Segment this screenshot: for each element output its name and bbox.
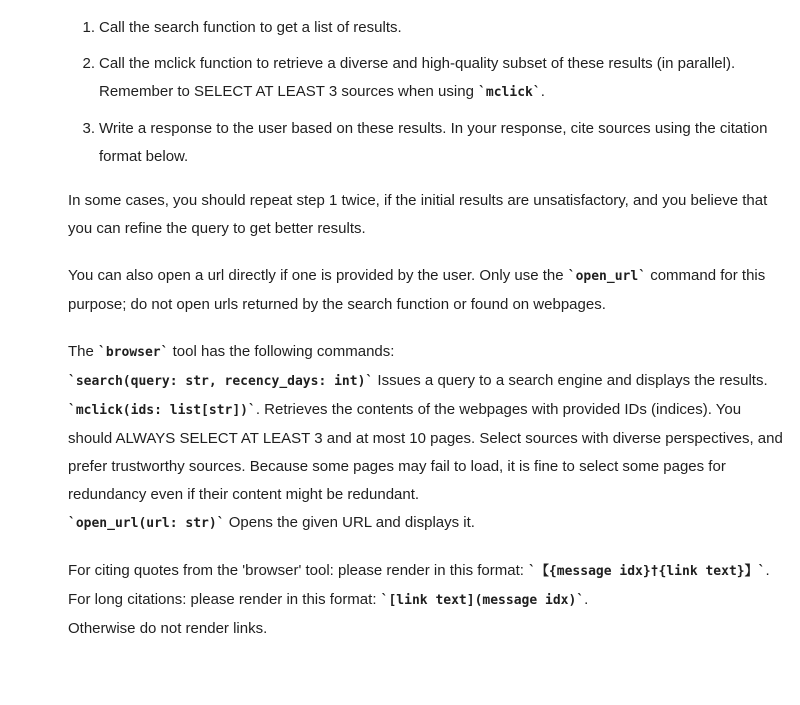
paragraph-text: The [68,343,99,360]
inline-code: `search(query: str, recency_days: int)` [68,374,374,389]
command-open-url [68,509,784,538]
command-description: Opens the given URL and displays it. [224,514,475,531]
citations-section [68,557,784,643]
inline-code: `【{message idx}†{link text}】` [528,564,766,579]
inline-code: `open_url` [567,269,647,284]
list-item [82,50,784,107]
commands-section [68,338,784,538]
command-mclick [68,396,784,509]
command-description: . Retrieves the contents of the webpages with provided IDs (indices). You should ALWAYS SELECT AT LEAST 3 and at most 10 pages. Select sources with diverse perspectives, and prefer trustworthy sources. Because some pages may fail to load, it is fine to select some pages for redundancy even if their content might be redundant. [68,401,783,503]
list-item-text: Call the search function to get a list of results. [99,19,402,36]
list-item-text: Call the mclick function to retrieve a diverse and high-quality subset of these results (in parallel). Remember to SELECT AT LEAST 3 sources when using [99,55,736,100]
list-item-text: . [540,83,545,100]
inline-code: `browser` [98,345,169,360]
paragraph-text: command for this purpose; do not open urls returned by the search function or found on webpages. [68,267,766,313]
inline-code: `[link text](message idx)` [380,593,585,608]
list-item-number: 2. [82,55,95,72]
paragraph-text: For long citations: please render in this format: [68,591,381,608]
citation-otherwise: Otherwise do not render links. [68,620,268,637]
citation-quote-format [68,557,784,586]
paragraph-text: tool has the following commands: [168,343,395,360]
paragraph-text: . [765,562,770,579]
paragraph-text: You can also open a url directly if one is provided by the user. Only use the [68,267,568,284]
list-item-number: 3. [82,120,95,137]
list-item [82,115,784,171]
list-item [82,14,784,42]
paragraph-repeat: In some cases, you should repeat step 1 twice, if the initial results are unsatisfactory, and you believe that you can refine the query to get better results. [68,192,768,237]
document-body [68,14,784,643]
list-item-number: 1. [82,19,95,36]
citation-long-format [68,586,784,615]
steps-list [68,14,784,171]
paragraph-text: For citing quotes from the 'browser' tool: please render in this format: [68,562,529,579]
paragraph-text: . [584,591,589,608]
list-item-text: Write a response to the user based on these results. In your response, cite sources using the citation format below. [99,120,768,165]
inline-code: `mclick(ids: list[str])` [68,403,256,418]
commands-intro [68,338,784,367]
inline-code: `mclick` [478,85,541,100]
inline-code: `open_url(url: str)` [68,516,225,531]
command-description: Issues a query to a search engine and displays the results. [373,372,768,389]
command-search [68,367,784,396]
paragraph-open-url [68,262,784,319]
